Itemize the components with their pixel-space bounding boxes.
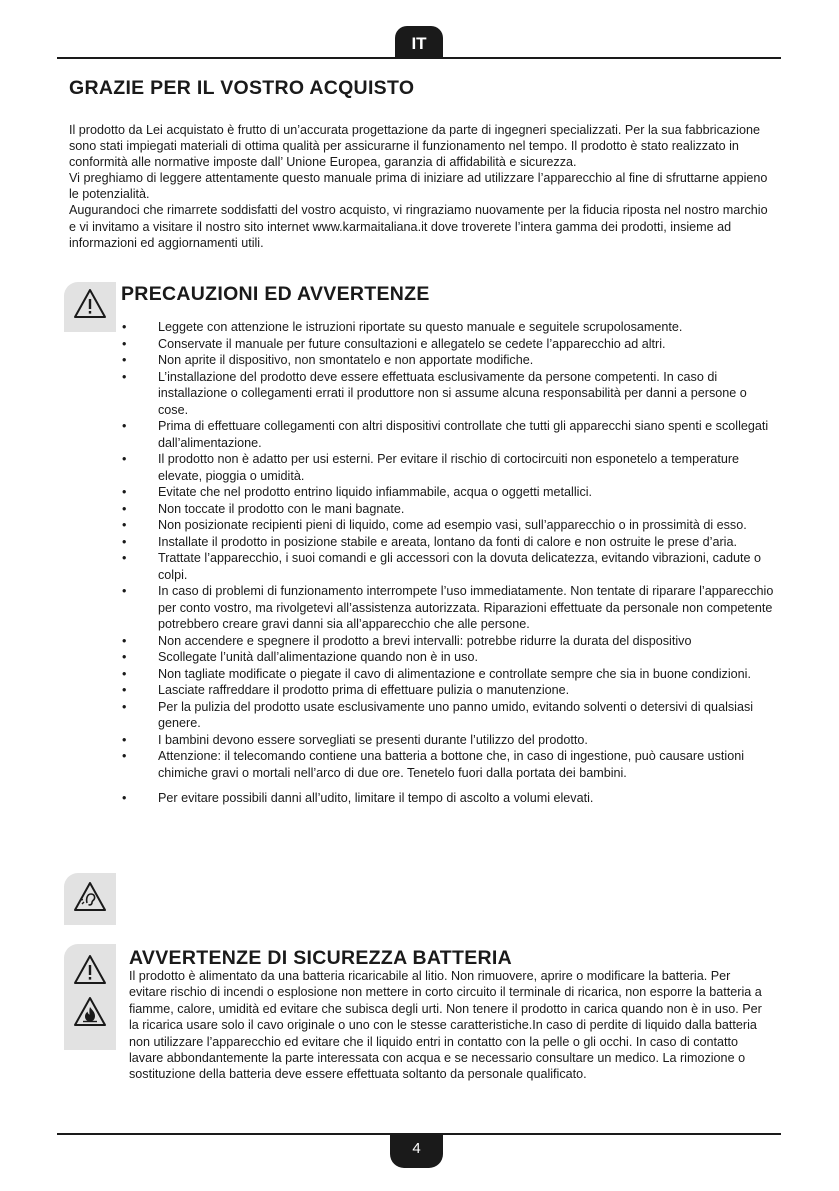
list-item: • Non tagliate modificate o piegate il cavo di alimentazione e controllate sempre che sia in buone condizioni. [118, 666, 774, 683]
list-item: • Lasciate raffreddare il prodotto prima di effettuare pulizia o manutenzione. [118, 682, 774, 699]
list-item: • Non toccate il prodotto con le mani bagnate. [118, 501, 774, 518]
intro-paragraph: Augurandoci che rimarrete soddisfatti del vostro acquisto, vi ringraziamo nuovamente per la fiducia riposta nel nostro marchio e vi invitamo a visitare il nostro sito internet www.karmaitaliana.it dove troverete l’intera gamma dei prodotti, insieme ad informazioni ed aggiornamenti utili. [69, 203, 768, 250]
list-item: • Per evitare possibili danni all’udito, limitare il tempo di ascolto a volumi elevati. [118, 790, 774, 807]
precautions-list [118, 319, 774, 807]
list-item: • Trattate l’apparecchio, i suoi comandi e gli accessori con la dovuta delicatezza, evitando vibrazioni, cadute o colpi. [118, 550, 774, 583]
list-item: • Conservate il manuale per future consultazioni e allegatelo se cedete l’apparecchio ad altri. [118, 336, 774, 353]
intro-paragraph: Il prodotto da Lei acquistato è frutto di un’accurata progettazione da parte di ingegneri specializzati. Per la sua fabbricazione sono stati impiegati materiali di ottima qualità per assicurarne il funzionamento nel tempo. Il prodotto è stato realizzato in conformità alle normative imposte dall’ Unione Europea, garanzia di affidabilità e sicurezza. [69, 123, 760, 170]
battery-text: Il prodotto è alimentato da una batteria ricaricabile al litio. Non rimuovere, aprire o modificare la batteria. Per evitare rischio di incendi o esplosione non mettere in corto circuito il terminale di ricarica, non esporre la batteria a fiamme, calore, umidità ed evitare che subisca degli urti. Non tenere il prodotto in carica quando non è in uso. Per la ricarica usare solo il cavo originale o uno con le stesse caratteristiche.In caso di perdite di liquido dalla batteria non utilizzare l’apparecchio ed evitare che il liquido entri in contatto con la pelle o gli occhi. In caso di contatto lavare abbondantemente la parte interessata con acqua e se necessario consultare un medico. La rimozione o sostituzione della batteria deve essere effettuata soltanto da personale qualificato. [129, 969, 762, 1082]
intro-paragraph: Vi preghiamo di leggere attentamente questo manuale prima di iniziare ad utilizzare l’apparecchio al fine di sfruttarne appieno le potenzialità. [69, 171, 768, 202]
list-item: • Non posizionate recipienti pieni di liquido, come ad esempio vasi, sull’apparecchio o in prossimità di esso. [118, 517, 774, 534]
list-item: • Non aprite il dispositivo, non smontatelo e non apportate modifiche. [118, 352, 774, 369]
list-item: • Scollegate l’unità dall’alimentazione quando non è in uso. [118, 649, 774, 666]
list-item: • Non accendere e spegnere il prodotto a brevi intervalli: potrebbe ridurre la durata del dispositivo [118, 633, 774, 650]
list-item: • In caso di problemi di funzionamento interrompete l’uso immediatamente. Non tentate di riparare l’apparecchio per conto vostro, ma rivolgetevi all’assistenza autorizzata. Riparazioni effettuate da personale non competente potrebbero creare gravi danni sia all’apparecchio che alle persone. [118, 583, 774, 633]
list-item: • Prima di effettuare collegamenti con altri dispositivi controllate che tutti gli apparecchi siano spenti e scollegati dall’alimentazione. [118, 418, 774, 451]
intro-text [69, 122, 769, 251]
list-item: • I bambini devono essere sorvegliati se presenti durante l’utilizzo del prodotto. [118, 732, 774, 749]
warning-triangle-icon [73, 288, 107, 320]
language-tab: IT [395, 26, 443, 59]
battery-icon-panel [64, 944, 116, 1050]
precautions-title: PRECAUZIONI ED AVVERTENZE [121, 283, 430, 305]
list-item: • Attenzione: il telecomando contiene una batteria a bottone che, in caso di ingestione, può causare ustioni chimiche gravi o mortali nell’arco di due ore. Tenetelo fuori dalla portata dei bambini. [118, 748, 774, 781]
thanks-title: GRAZIE PER IL VOSTRO ACQUISTO [69, 77, 415, 99]
fire-warning-icon [73, 996, 107, 1028]
page-number: 4 [390, 1133, 443, 1168]
battery-title: AVVERTENZE DI SICUREZZA BATTERIA [129, 947, 512, 969]
warning-triangle-icon [73, 954, 107, 986]
list-item: • Evitate che nel prodotto entrino liquido infiammabile, acqua o oggetti metallici. [118, 484, 774, 501]
list-item: • Leggete con attenzione le istruzioni riportate su questo manuale e seguitele scrupolosamente. [118, 319, 774, 336]
hearing-icon-panel [64, 873, 116, 925]
list-item: • Il prodotto non è adatto per usi esterni. Per evitare il rischio di cortocircuiti non esponetelo a temperature elevate, pioggia o umidità. [118, 451, 774, 484]
list-item: • Installate il prodotto in posizione stabile e areata, lontano da fonti di calore e non ostruite le prese d’aria. [118, 534, 774, 551]
hearing-warning-icon [73, 881, 107, 913]
list-item: • Per la pulizia del prodotto usate esclusivamente uno panno umido, evitando solventi o detersivi di qualsiasi genere. [118, 699, 774, 732]
precautions-icon-panel [64, 282, 116, 332]
list-item: • L’installazione del prodotto deve essere effettuata esclusivamente da persone competenti. In caso di installazione o collegamenti errati il produttore non si assume alcuna responsabilità per danni a persone o cose. [118, 369, 774, 419]
